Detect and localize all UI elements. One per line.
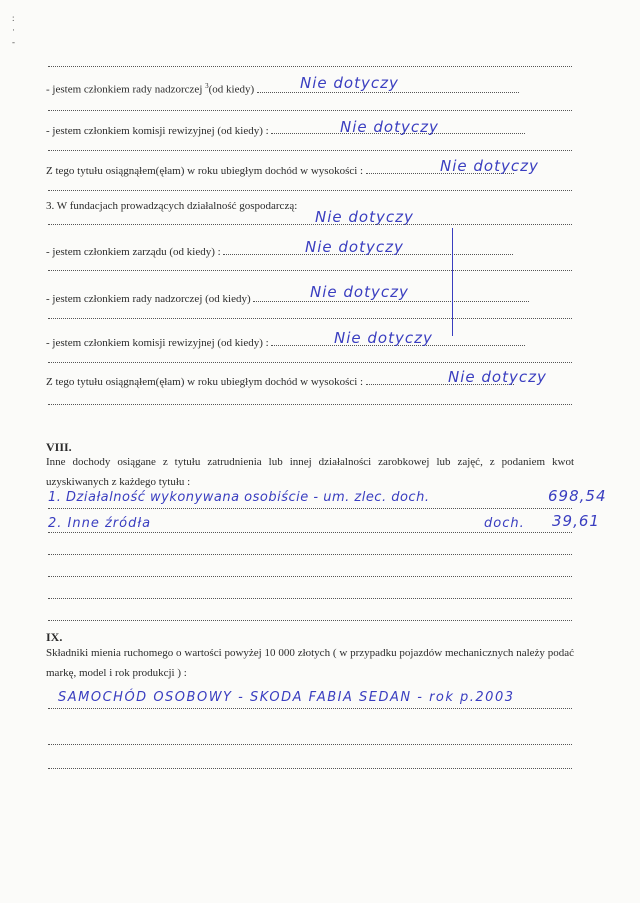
dotted-line [48, 744, 572, 745]
handwritten-answer: Nie dotyczy [305, 238, 404, 256]
row-label: Z tego tytułu osiągnąłem(ęłam) w roku ubiegłym dochód w wysokości : [46, 165, 366, 177]
handwritten-entry: 1. Działalność wykonywana osobiście - um. zlec. doch. [48, 490, 430, 505]
section-title: 3. W fundacjach prowadzących działalność gospodarczą: [46, 200, 298, 212]
handwritten-entry: 2. Inne źródła [48, 516, 152, 531]
handwritten-answer: Nie dotyczy [440, 157, 539, 175]
dotted-line [48, 508, 572, 509]
section-text: Inne dochody osiągane z tytułu zatrudnienia lub innej działalności zarobkowej lub zajęć, z podaniem kwot uzyskiwanych z każdego tytułu : [46, 456, 574, 488]
dotted-line [48, 768, 572, 769]
form-row-supervisory-board [46, 80, 519, 97]
row-label: (od kiedy) [208, 83, 257, 96]
dotted-line [48, 362, 572, 363]
form-row-supervisory-board [46, 292, 529, 306]
form-row-audit-committee [46, 336, 525, 350]
row-label: Z tego tytułu osiągnąłem(ęłam) w roku ubiegłym dochód w wysokości : [46, 376, 366, 388]
handwritten-answer: Nie dotyczy [310, 283, 409, 301]
section-heading: IX. [46, 630, 63, 644]
row-label: - jestem członkiem zarządu (od kiedy) : [46, 246, 224, 258]
dotted-line [48, 270, 572, 271]
handwritten-bracket-line [452, 228, 453, 336]
dotted-line [48, 66, 572, 67]
row-label: - jestem członkiem rady nadzorczej [46, 83, 206, 96]
handwritten-answer: Nie dotyczy [340, 118, 439, 136]
dotted-line [48, 598, 572, 599]
row-label: - jestem członkiem komisji rewizyjnej (od kiedy) : [46, 337, 272, 349]
dotted-line [48, 554, 572, 555]
dotted-line [48, 620, 572, 621]
dotted-line [48, 532, 572, 533]
dotted-line [48, 190, 572, 191]
dotted-line [48, 110, 572, 111]
handwritten-answer: Nie dotyczy [315, 208, 414, 226]
margin-mark: - [12, 37, 15, 47]
row-label: - jestem członkiem rady nadzorczej (od kiedy) [46, 293, 254, 305]
dotted-line [48, 404, 572, 405]
handwritten-amount: 39,61 [552, 512, 600, 530]
form-row-audit-committee [46, 124, 525, 138]
section-heading: VIII. [46, 440, 72, 454]
handwritten-answer: Nie dotyczy [334, 329, 433, 347]
section-3-title [46, 200, 297, 213]
form-row-board [46, 245, 513, 259]
handwritten-answer: Nie dotyczy [300, 74, 399, 92]
handwritten-amount: 698,54 [548, 487, 607, 505]
dotted-line [48, 576, 572, 577]
margin-mark: : [12, 13, 15, 23]
dotted-line [48, 150, 572, 151]
handwritten-answer: Nie dotyczy [448, 368, 547, 386]
margin-marks [12, 12, 15, 48]
section-text: Składniki mienia ruchomego o wartości powyżej 10 000 złotych ( w przypadku pojazdów mechanicznych należy podać markę, model i rok produkcji ) : [46, 647, 574, 679]
handwritten-entry: SAMOCHÓD OSOBOWY - SKODA FABIA SEDAN - rok p.2003 [58, 690, 515, 705]
row-label: - jestem członkiem komisji rewizyjnej (od kiedy) : [46, 125, 272, 137]
form-row-income [46, 375, 514, 389]
dotted-line [48, 708, 572, 709]
dotted-line [48, 318, 572, 319]
footnote-marker: 3 [205, 82, 209, 90]
margin-mark: · [12, 25, 15, 35]
dotted-line [48, 224, 572, 225]
handwritten-entry: doch. [484, 516, 525, 531]
